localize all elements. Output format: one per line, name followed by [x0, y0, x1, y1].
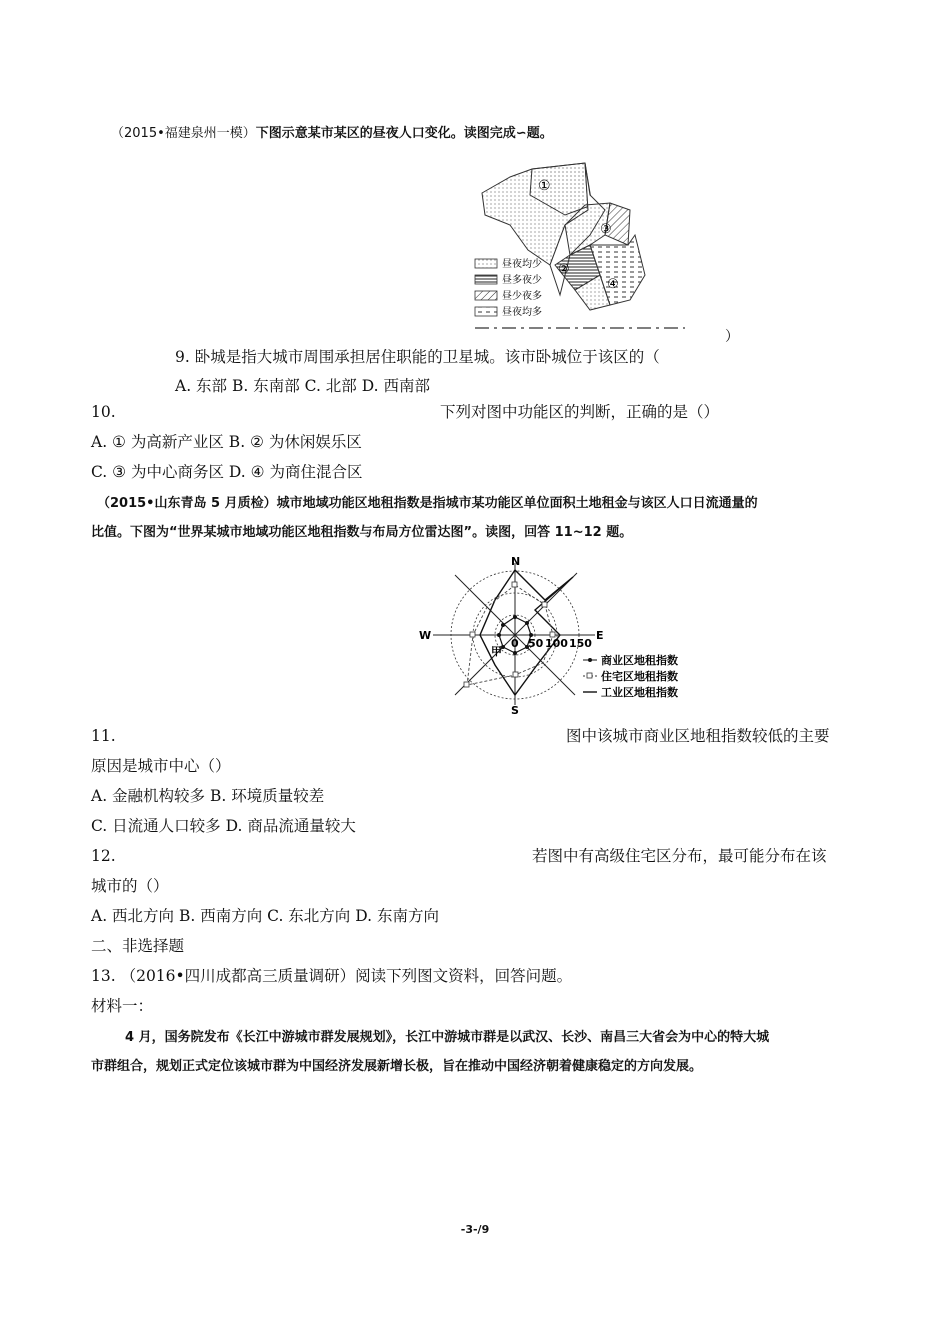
q9-options: A. 东部 B. 东南部 C. 北部 D. 西南部 [175, 377, 430, 395]
q10-options-cd: C. ③ 为中心商务区 D. ④ 为商住混合区 [91, 463, 363, 481]
region-label-4: ④ [607, 277, 619, 292]
industrial-rent-series [480, 570, 573, 695]
q11-options-ab: A. 金融机构较多 B. 环境质量较差 [91, 787, 325, 805]
question-intro-1 [111, 124, 553, 144]
intro-tail: 题。 [526, 126, 553, 141]
q11-text: 图中该城市商业区地租指数较低的主要 [566, 727, 830, 745]
rent-index-radar-chart [415, 555, 710, 715]
intro-source: （2015•福建泉州一模） [111, 126, 256, 141]
q9-text: 9. 卧城是指大城市周围承担居住职能的卫星城。该市卧城位于该区的（ [175, 348, 660, 366]
q13-text: 13. （2016•四川成都高三质量调研）阅读下列图文资料，回答问题。 [91, 967, 573, 985]
q12-text: 若图中有高级住宅区分布，最可能分布在该 [532, 847, 827, 865]
radar-center-label: 甲 [491, 645, 502, 658]
page-number: -3-/9 [460, 1223, 490, 1236]
compass-west: W [419, 629, 432, 642]
compass-east: E [596, 629, 604, 642]
legend-item-1: 昼夜均少 [502, 259, 542, 270]
intro-text: 下图示意某市某区的昼夜人口变化。读图完成 [255, 126, 516, 141]
radar-legend [583, 653, 678, 699]
radar-tick-50: 50 [528, 637, 544, 650]
legend-item-2: 昼多夜少 [502, 275, 542, 286]
q10-number: 10. [91, 403, 116, 421]
q12-options: A. 西北方向 B. 西南方向 C. 东北方向 D. 东南方向 [91, 907, 439, 925]
question-intro-2-line2: 比值。下图为“世界某城市地域功能区地租指数与布局方位雷达图”。读图，回答 11~12 题。 [91, 525, 633, 540]
legend-item-4: 昼夜均多 [502, 307, 542, 318]
radar-tick-100: 100 [545, 637, 568, 650]
q11-number: 11. [91, 727, 116, 745]
question-intro-2-line1: （2015•山东青岛 5 月质检）城市地域功能区地租指数是指城市某功能区单位面积土地租金与该区人口日流通量的 [97, 496, 758, 511]
q12-text-cont: 城市的（） [91, 877, 169, 895]
q11-text-cont: 原因是城市中心（） [91, 757, 231, 775]
radar-tick-150: 150 [569, 637, 592, 650]
section-heading-nonchoice: 二、非选择题 [91, 937, 185, 955]
day-night-population-map [470, 155, 705, 345]
q11-options-cd: C. 日流通人口较多 D. 商品流通量较大 [91, 817, 356, 835]
material-line1: 4 月，国务院发布《长江中游城市群发展规划》，长江中游城市群是以武汉、长沙、南昌三大省会为中心的特大城 [125, 1030, 770, 1045]
map-regions [482, 163, 645, 310]
compass-south: S [511, 704, 519, 715]
map-legend [475, 257, 542, 318]
legend-residential: 住宅区地租指数 [601, 670, 678, 683]
q10-options-ab: A. ① 为高新产业区 B. ② 为休闲娱乐区 [91, 433, 362, 451]
legend-industrial: 工业区地租指数 [601, 686, 678, 699]
partial-line-tail: ） [725, 329, 739, 345]
q12-number: 12. [91, 847, 116, 865]
compass-north: N [511, 555, 521, 568]
legend-commercial: 商业区地租指数 [601, 654, 678, 667]
q10-text: 下列对图中功能区的判断，正确的是（） [440, 403, 720, 421]
region-label-2: ② [558, 262, 570, 277]
region-label-1: ① [538, 178, 551, 194]
radar-tick-0: 0 [511, 637, 519, 650]
material-label: 材料一： [91, 997, 154, 1015]
legend-item-3: 昼少夜多 [502, 291, 542, 302]
region-label-3: ③ [600, 222, 612, 237]
intro-range: ∽ [515, 126, 527, 141]
material-line2: 市群组合，规划正式定位该城市群为中国经济发展新增长极，旨在推动中国经济朝着健康稳定的方向发展。 [91, 1059, 703, 1074]
